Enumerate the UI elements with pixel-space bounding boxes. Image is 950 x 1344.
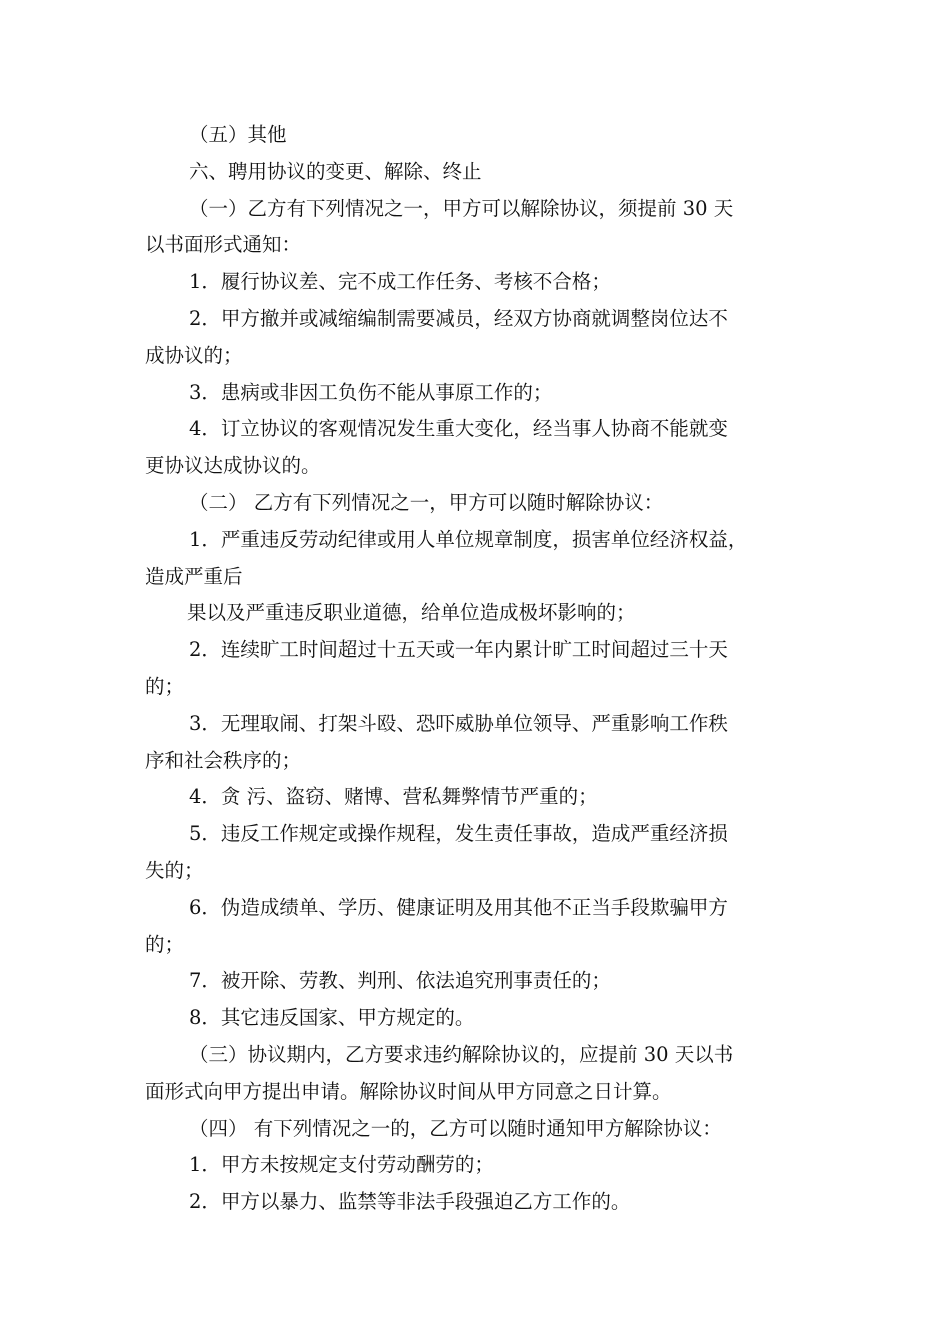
section-heading-5-other: （五）其他 — [189, 123, 287, 146]
paragraph-line: 果以及严重违反职业道德，给单位造成极坏影响的； — [187, 601, 636, 625]
list-item: 2．甲方以暴力、监禁等非法手段强迫乙方工作的。 — [189, 1190, 631, 1214]
paragraph-line: 失的； — [145, 858, 204, 882]
list-item: 4．订立协议的客观情况发生重大变化，经当事人协商不能就变 — [189, 417, 728, 441]
list-item: 4．贪 污、盗窃、赌博、营私舞弊情节严重的； — [189, 785, 598, 809]
paragraph-line: （一）乙方有下列情况之一，甲方可以解除协议，须提前 30 天 — [189, 196, 734, 220]
paragraph-line: 造成严重后 — [145, 564, 243, 588]
list-item: 1．严重违反劳动纪律或用人单位规章制度，损害单位经济权益， — [189, 527, 748, 551]
list-item: 3．无理取闹、打架斗殴、恐吓威胁单位领导、严重影响工作秩 — [189, 711, 728, 735]
paragraph-line: （三）协议期内，乙方要求违约解除协议的，应提前 30 天以书 — [189, 1042, 734, 1066]
list-item: 7．被开除、劳教、判刑、依法追究刑事责任的； — [189, 969, 611, 993]
paragraph-line: 的； — [145, 674, 185, 698]
list-item: 2．甲方撤并或减缩编制需要减员，经双方协商就调整岗位达不 — [189, 306, 728, 330]
paragraph-line: （四） 有下列情况之一的，乙方可以随时通知甲方解除协议： — [189, 1116, 722, 1140]
list-item: 3．患病或非因工负伤不能从事原工作的； — [189, 380, 553, 404]
paragraph-line: （二） 乙方有下列情况之一，甲方可以随时解除协议： — [189, 490, 664, 514]
list-item: 1．履行协议差、完不成工作任务、考核不合格； — [189, 270, 611, 294]
list-item: 8．其它违反国家、甲方规定的。 — [189, 1006, 475, 1030]
chapter-heading-6: 六、聘用协议的变更、解除、终止 — [189, 159, 482, 183]
paragraph-line: 的； — [145, 932, 185, 956]
paragraph-line: 面形式向甲方提出申请。解除协议时间从甲方同意之日计算。 — [145, 1079, 672, 1103]
list-item: 2．连续旷工时间超过十五天或一年内累计旷工时间超过三十天 — [189, 638, 728, 662]
paragraph-line: 以书面形式通知： — [145, 233, 302, 257]
list-item: 5．违反工作规定或操作规程，发生责任事故，造成严重经济损 — [189, 822, 728, 846]
paragraph-line: 序和社会秩序的； — [145, 748, 302, 772]
list-item: 1．甲方未按规定支付劳动酬劳的； — [189, 1153, 494, 1177]
paragraph-line: 成协议的； — [145, 343, 243, 367]
paragraph-line: 更协议达成协议的。 — [145, 454, 321, 478]
list-item: 6．伪造成绩单、学历、健康证明及用其他不正当手段欺骗甲方 — [189, 895, 728, 919]
document-page — [145, 117, 813, 1221]
